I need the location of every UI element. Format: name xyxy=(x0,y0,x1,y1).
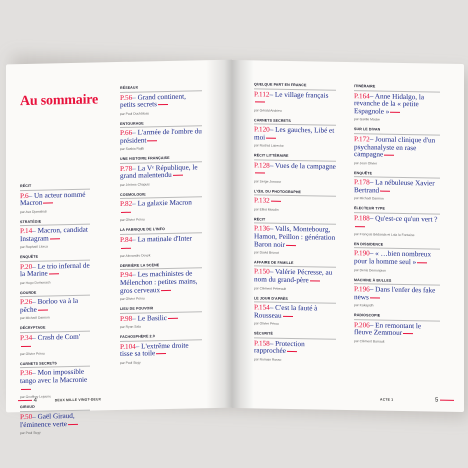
page-reference: P.94 xyxy=(120,271,133,280)
section-rubric: AFFAIRE DE FAMILLE xyxy=(254,260,336,268)
entry-headline: – Le trio infernal de la Marine xyxy=(20,261,90,279)
entry-author: par Ava Djamshidi xyxy=(20,209,47,214)
accent-rule xyxy=(21,345,31,346)
page-reference: P.206 xyxy=(354,320,370,330)
right-gutter-shadow xyxy=(232,60,254,408)
page-reference: P.20 xyxy=(20,262,33,271)
entry-author: par Paul Sugy xyxy=(20,430,41,436)
section-rubric: CARNETS SECRETS xyxy=(254,118,336,126)
right-page xyxy=(232,60,464,412)
entry-headline-line xyxy=(354,93,440,118)
entry-headline-line xyxy=(120,200,202,217)
contents-entry xyxy=(20,254,90,285)
page-reference: P.78 xyxy=(120,164,133,173)
entry-author: par Raphaël Llorca xyxy=(20,244,48,250)
section-rubric: GOURDE xyxy=(20,289,90,297)
accent-rule xyxy=(38,310,48,311)
section-rubric: ENQUÊTE xyxy=(354,171,440,179)
accent-rule xyxy=(403,333,413,334)
contents-entry xyxy=(254,82,336,113)
entry-author: par Geoffroy Lejeune xyxy=(20,394,51,400)
page-reference: P.82 xyxy=(120,200,133,209)
page-reference: P.56 xyxy=(120,93,133,102)
page-reference: P.178 xyxy=(354,178,370,187)
entry-headline-line xyxy=(354,251,440,268)
contents-entry xyxy=(20,218,90,249)
contents-entry xyxy=(120,191,202,222)
contents-entry xyxy=(20,289,90,320)
contents-entry xyxy=(254,260,336,291)
contents-entry xyxy=(120,333,202,364)
entry-author: par Gérald Andrieu xyxy=(254,107,282,113)
section-rubric: UNE HISTOIRE FRANÇAISE xyxy=(120,155,202,163)
entry-author: par Michaël Darmon xyxy=(20,315,50,321)
entry-headline-line xyxy=(120,164,202,181)
section-rubric: LA FABRIQUE DE L'INFO xyxy=(120,227,202,235)
entry-headline-line xyxy=(254,126,336,143)
accent-rule xyxy=(161,290,171,291)
entry-headline: – Macron, candidat Instagram xyxy=(20,225,88,243)
contents-entry xyxy=(254,332,336,363)
entry-headline-line xyxy=(20,369,90,394)
page-reference: P.6 xyxy=(20,191,29,200)
entry-headline-line xyxy=(120,271,202,296)
entry-headline-line xyxy=(254,198,336,207)
section-rubric: ENTOURAGE xyxy=(120,120,202,128)
page-reference: P.14 xyxy=(20,226,33,236)
entry-headline: – Les gauches, Libé et moi xyxy=(254,125,335,142)
entry-author: par Clément Barrault xyxy=(354,338,385,344)
page-reference: P.104 xyxy=(120,342,136,351)
accent-rule xyxy=(380,191,390,192)
entry-headline-line xyxy=(120,93,202,110)
entry-headline-line xyxy=(354,136,440,161)
section-rubric: LIEU DE POUVOIR xyxy=(120,306,202,314)
entry-headline: – La galaxie Macron xyxy=(132,198,192,209)
page-reference: P.98 xyxy=(120,314,133,323)
entry-headline: – Un acteur nommé Macron xyxy=(20,190,86,208)
entry-headline-line xyxy=(254,91,336,108)
contents-entry xyxy=(354,84,440,123)
entry-headline: – Dans l'enfer des fake news xyxy=(354,285,436,302)
entry-author: par Olivier Pérou xyxy=(120,217,145,223)
section-rubric: SUR LE DIVAN xyxy=(354,127,440,135)
entry-author: par Olivier Pérou xyxy=(20,351,45,357)
entry-headline-line xyxy=(354,286,440,303)
contents-entry xyxy=(120,84,202,115)
section-rubric: DERRIÈRE LA SCÈNE xyxy=(120,262,202,270)
accent-rule xyxy=(310,281,320,282)
accent-rule xyxy=(21,389,31,390)
accent-rule xyxy=(50,238,60,239)
contents-entry xyxy=(254,296,336,327)
entry-headline: – Valérie Pécresse, au nom du grand-père xyxy=(254,268,333,285)
left-page xyxy=(6,60,232,436)
contents-entry xyxy=(120,155,202,186)
entry-author: par Elliot Moudin xyxy=(254,206,279,212)
section-rubric: GIRAUD xyxy=(20,404,90,412)
contents-entry xyxy=(254,118,336,149)
left-column-2 xyxy=(120,84,202,370)
entry-headline: – Valls, Montebourg, Hamon, Peillon : génération Baron noir xyxy=(254,224,336,249)
section-rubric: COSMOLOGIE xyxy=(120,191,202,199)
entry-author: par Paul Duchâteau xyxy=(120,110,150,116)
page-reference: P.26 xyxy=(20,298,33,307)
section-rubric: DÉCRYPTAGE xyxy=(20,325,90,333)
entry-headline-line xyxy=(354,215,440,232)
right-column-1 xyxy=(254,82,336,368)
contents-entry xyxy=(20,404,90,435)
accent-rule xyxy=(417,262,427,263)
entry-headline-line xyxy=(120,128,202,145)
entry-headline-line xyxy=(120,342,202,359)
accent-rule xyxy=(370,297,380,298)
page-reference: P.128 xyxy=(254,161,270,170)
page-reference: P.120 xyxy=(254,125,270,134)
page-reference: P.196 xyxy=(354,285,370,294)
entry-headline-line xyxy=(254,340,336,357)
section-rubric: L'ŒIL DU PHOTOGRAPHE xyxy=(254,189,336,197)
entry-author: par Denis Demonpion xyxy=(354,267,386,273)
entry-headline: – Le Basilic xyxy=(132,313,167,323)
entry-author: par Paul Sugy xyxy=(120,360,141,365)
accent-rule xyxy=(156,353,166,354)
page-reference: P.154 xyxy=(254,303,270,312)
entry-author: par Gaëlle Macke xyxy=(354,117,380,122)
entry-author: par Ryan Sala xyxy=(120,324,141,330)
folio-dash xyxy=(440,400,454,401)
contents-entry xyxy=(354,127,440,166)
accent-rule xyxy=(168,318,178,319)
accent-rule xyxy=(147,140,157,141)
entry-headline-line xyxy=(20,227,90,244)
section-rubric: ENQUÊTE xyxy=(20,254,90,262)
page-reference: P.112 xyxy=(254,89,270,99)
entry-headline: – La matinale d'Inter xyxy=(132,234,192,244)
accent-rule xyxy=(255,173,265,174)
entry-headline: – Les machinistes de Mélenchon : petites mains, gros cerveaux xyxy=(120,269,198,296)
contents-entry xyxy=(20,325,90,356)
accent-rule xyxy=(68,423,78,424)
entry-headline-line xyxy=(20,262,90,279)
left-gutter-shadow xyxy=(206,60,232,409)
page-reference: P.136 xyxy=(254,224,270,233)
contents-entry xyxy=(254,189,336,212)
section-rubric: CARNETS SECRETS xyxy=(20,361,90,369)
section-rubric: RÉCIT xyxy=(254,217,336,225)
contents-entry xyxy=(354,206,440,237)
page-reference: P.190 xyxy=(354,249,370,258)
entry-author: par Saskia Rajib xyxy=(120,146,145,152)
entry-headline: – Borloo va à la pêche xyxy=(20,297,79,315)
contents-entry xyxy=(354,278,440,309)
entry-headline: – Vues de la campagne xyxy=(269,161,336,171)
folio-dash xyxy=(18,400,32,401)
page-reference: P.66 xyxy=(120,128,133,138)
page-reference: P.34 xyxy=(20,333,33,342)
accent-rule xyxy=(390,112,400,113)
entry-headline: – « …bien nombreux pour la homme seul » xyxy=(354,249,432,267)
entry-author: par Michaël Darmon xyxy=(354,196,384,201)
entry-headline-line xyxy=(20,298,90,315)
entry-author: par Olivier Pérou xyxy=(254,321,279,326)
entry-author: par Hugo Domenach xyxy=(20,280,51,285)
right-folio xyxy=(380,397,454,404)
contents-entry xyxy=(120,227,202,258)
left-folio-label: DEUX MILLE VINGT-DEUX xyxy=(54,397,102,403)
entry-headline-line xyxy=(20,412,90,429)
entry-headline-line xyxy=(254,225,336,250)
entry-author: par Kakapidh xyxy=(354,303,374,308)
contents-entry xyxy=(254,154,336,185)
contents-entry xyxy=(20,361,90,400)
accent-rule xyxy=(121,212,131,213)
entry-headline: – Crash de Com' xyxy=(32,332,80,342)
accent-rule xyxy=(384,155,394,156)
section-rubric: FACHOSPHÈRE 2.0 xyxy=(120,333,202,341)
contents-entry xyxy=(354,171,440,202)
entry-headline-line xyxy=(20,191,90,208)
section-rubric: STRATÉGIE xyxy=(20,218,90,226)
entry-author: par Olivier Pérou xyxy=(120,296,145,302)
contents-entry xyxy=(120,120,202,151)
page-reference: P.172 xyxy=(354,134,370,144)
accent-rule xyxy=(287,351,297,352)
contents-entry xyxy=(354,242,440,273)
page-reference: P.36 xyxy=(20,369,33,378)
right-folio-label: ACTE 1 xyxy=(380,397,394,402)
entry-headline-line xyxy=(254,269,336,286)
accent-rule xyxy=(49,274,59,275)
entry-headline: – En remontant le fleuve Zemmour xyxy=(354,321,422,338)
left-page-number: 4 xyxy=(33,397,38,404)
entry-headline: – La Vᵉ République, le grand malentendu xyxy=(120,163,198,181)
entry-headline-line xyxy=(20,333,90,350)
section-rubric: EN DISSIDENCE xyxy=(354,242,440,250)
entry-headline-line xyxy=(354,322,440,339)
entry-author: par Alexandre Devyk xyxy=(120,253,151,258)
section-rubric: ITINÉRAIRE xyxy=(354,84,440,92)
entry-headline-line xyxy=(254,304,336,321)
entry-headline: – L'armée de l'ombre du président xyxy=(120,127,202,145)
accent-rule xyxy=(271,201,281,202)
accent-rule xyxy=(43,203,53,204)
page-reference: P.132 xyxy=(254,196,270,205)
page-reference: P.164 xyxy=(354,91,370,100)
contents-entry xyxy=(354,313,440,344)
entry-author: par Rachid Laïreche xyxy=(254,143,284,149)
entry-headline: – Qu'est-ce qu'un vert ? xyxy=(369,214,438,224)
entry-headline-line xyxy=(254,162,336,179)
entry-headline: – Gaël Giraud, l'éminence verte xyxy=(20,411,75,429)
page-reference: P.50 xyxy=(20,412,33,421)
contents-entry xyxy=(120,306,202,330)
page-reference: P.150 xyxy=(254,267,270,277)
page-reference: P.188 xyxy=(354,213,370,223)
accent-rule xyxy=(286,245,296,246)
page-reference: P.158 xyxy=(254,339,270,348)
accent-rule xyxy=(158,104,168,105)
accent-rule xyxy=(266,137,276,138)
accent-rule xyxy=(355,226,365,227)
accent-rule xyxy=(255,102,265,103)
contents-entry xyxy=(20,183,90,214)
contents-entry xyxy=(254,217,336,256)
section-rubric: QUELQUE PART EN FRANCE xyxy=(254,82,336,90)
accent-rule xyxy=(283,316,293,317)
entry-headline: – Protection rapprochée xyxy=(254,339,305,356)
entry-headline: – Grand continent, petits secrets xyxy=(120,92,186,110)
section-rubric: MACHINE À BULLES xyxy=(354,278,440,286)
section-rubric: RADIOSCOPIE xyxy=(354,313,440,321)
entry-headline: – Journal clinique d'un psychanalyste en rase campagne xyxy=(354,135,436,160)
section-rubric: ÉLECTEUR TYPE xyxy=(354,206,440,214)
entry-headline: – L'extrême droite tisse sa toile xyxy=(120,341,189,359)
right-column-2 xyxy=(354,84,440,350)
section-rubric: RÉSEAUX xyxy=(120,84,202,92)
entry-author: par Romain Rosso xyxy=(254,357,282,362)
right-page-number: 5 xyxy=(434,397,439,404)
entry-headline: – C'est la fauté à Rousseau xyxy=(254,303,318,320)
section-rubric: SÉCURITÉ xyxy=(254,332,336,340)
section-rubric: RÉCIT LITTÉRAIRE xyxy=(254,154,336,162)
entry-author: par Clément Pétreault xyxy=(254,285,287,291)
entry-author: par Jérôme Chapuis xyxy=(120,182,150,187)
entry-headline-line xyxy=(120,235,202,252)
contents-entry xyxy=(120,262,202,301)
entry-headline: – Le village français xyxy=(269,90,329,100)
entry-author: par David Brunat xyxy=(254,250,279,255)
accent-rule xyxy=(173,175,183,176)
entry-headline-line xyxy=(354,179,440,196)
entry-headline: – La nébuleuse Xavier Bertrand xyxy=(354,178,435,195)
entry-headline: – Anne Hidalgo, la revanche de la « petite Espagnole » xyxy=(354,91,425,116)
entry-author: par Serge Joncour xyxy=(254,179,282,184)
section-rubric: RÉCIT xyxy=(20,183,90,191)
entry-author: par Jean Olivier xyxy=(354,160,378,166)
page-reference: P.84 xyxy=(120,235,133,244)
section-rubric: LE JOUR D'APRÈS xyxy=(254,296,336,304)
contents-title: Au sommaire xyxy=(20,92,99,110)
entry-headline: – Mon impossible tango avec la Macronie xyxy=(20,368,88,386)
entry-author: par François Bédarida et Lola la Fontaine xyxy=(354,232,415,238)
accent-rule xyxy=(121,247,131,248)
entry-headline-line xyxy=(120,314,202,324)
